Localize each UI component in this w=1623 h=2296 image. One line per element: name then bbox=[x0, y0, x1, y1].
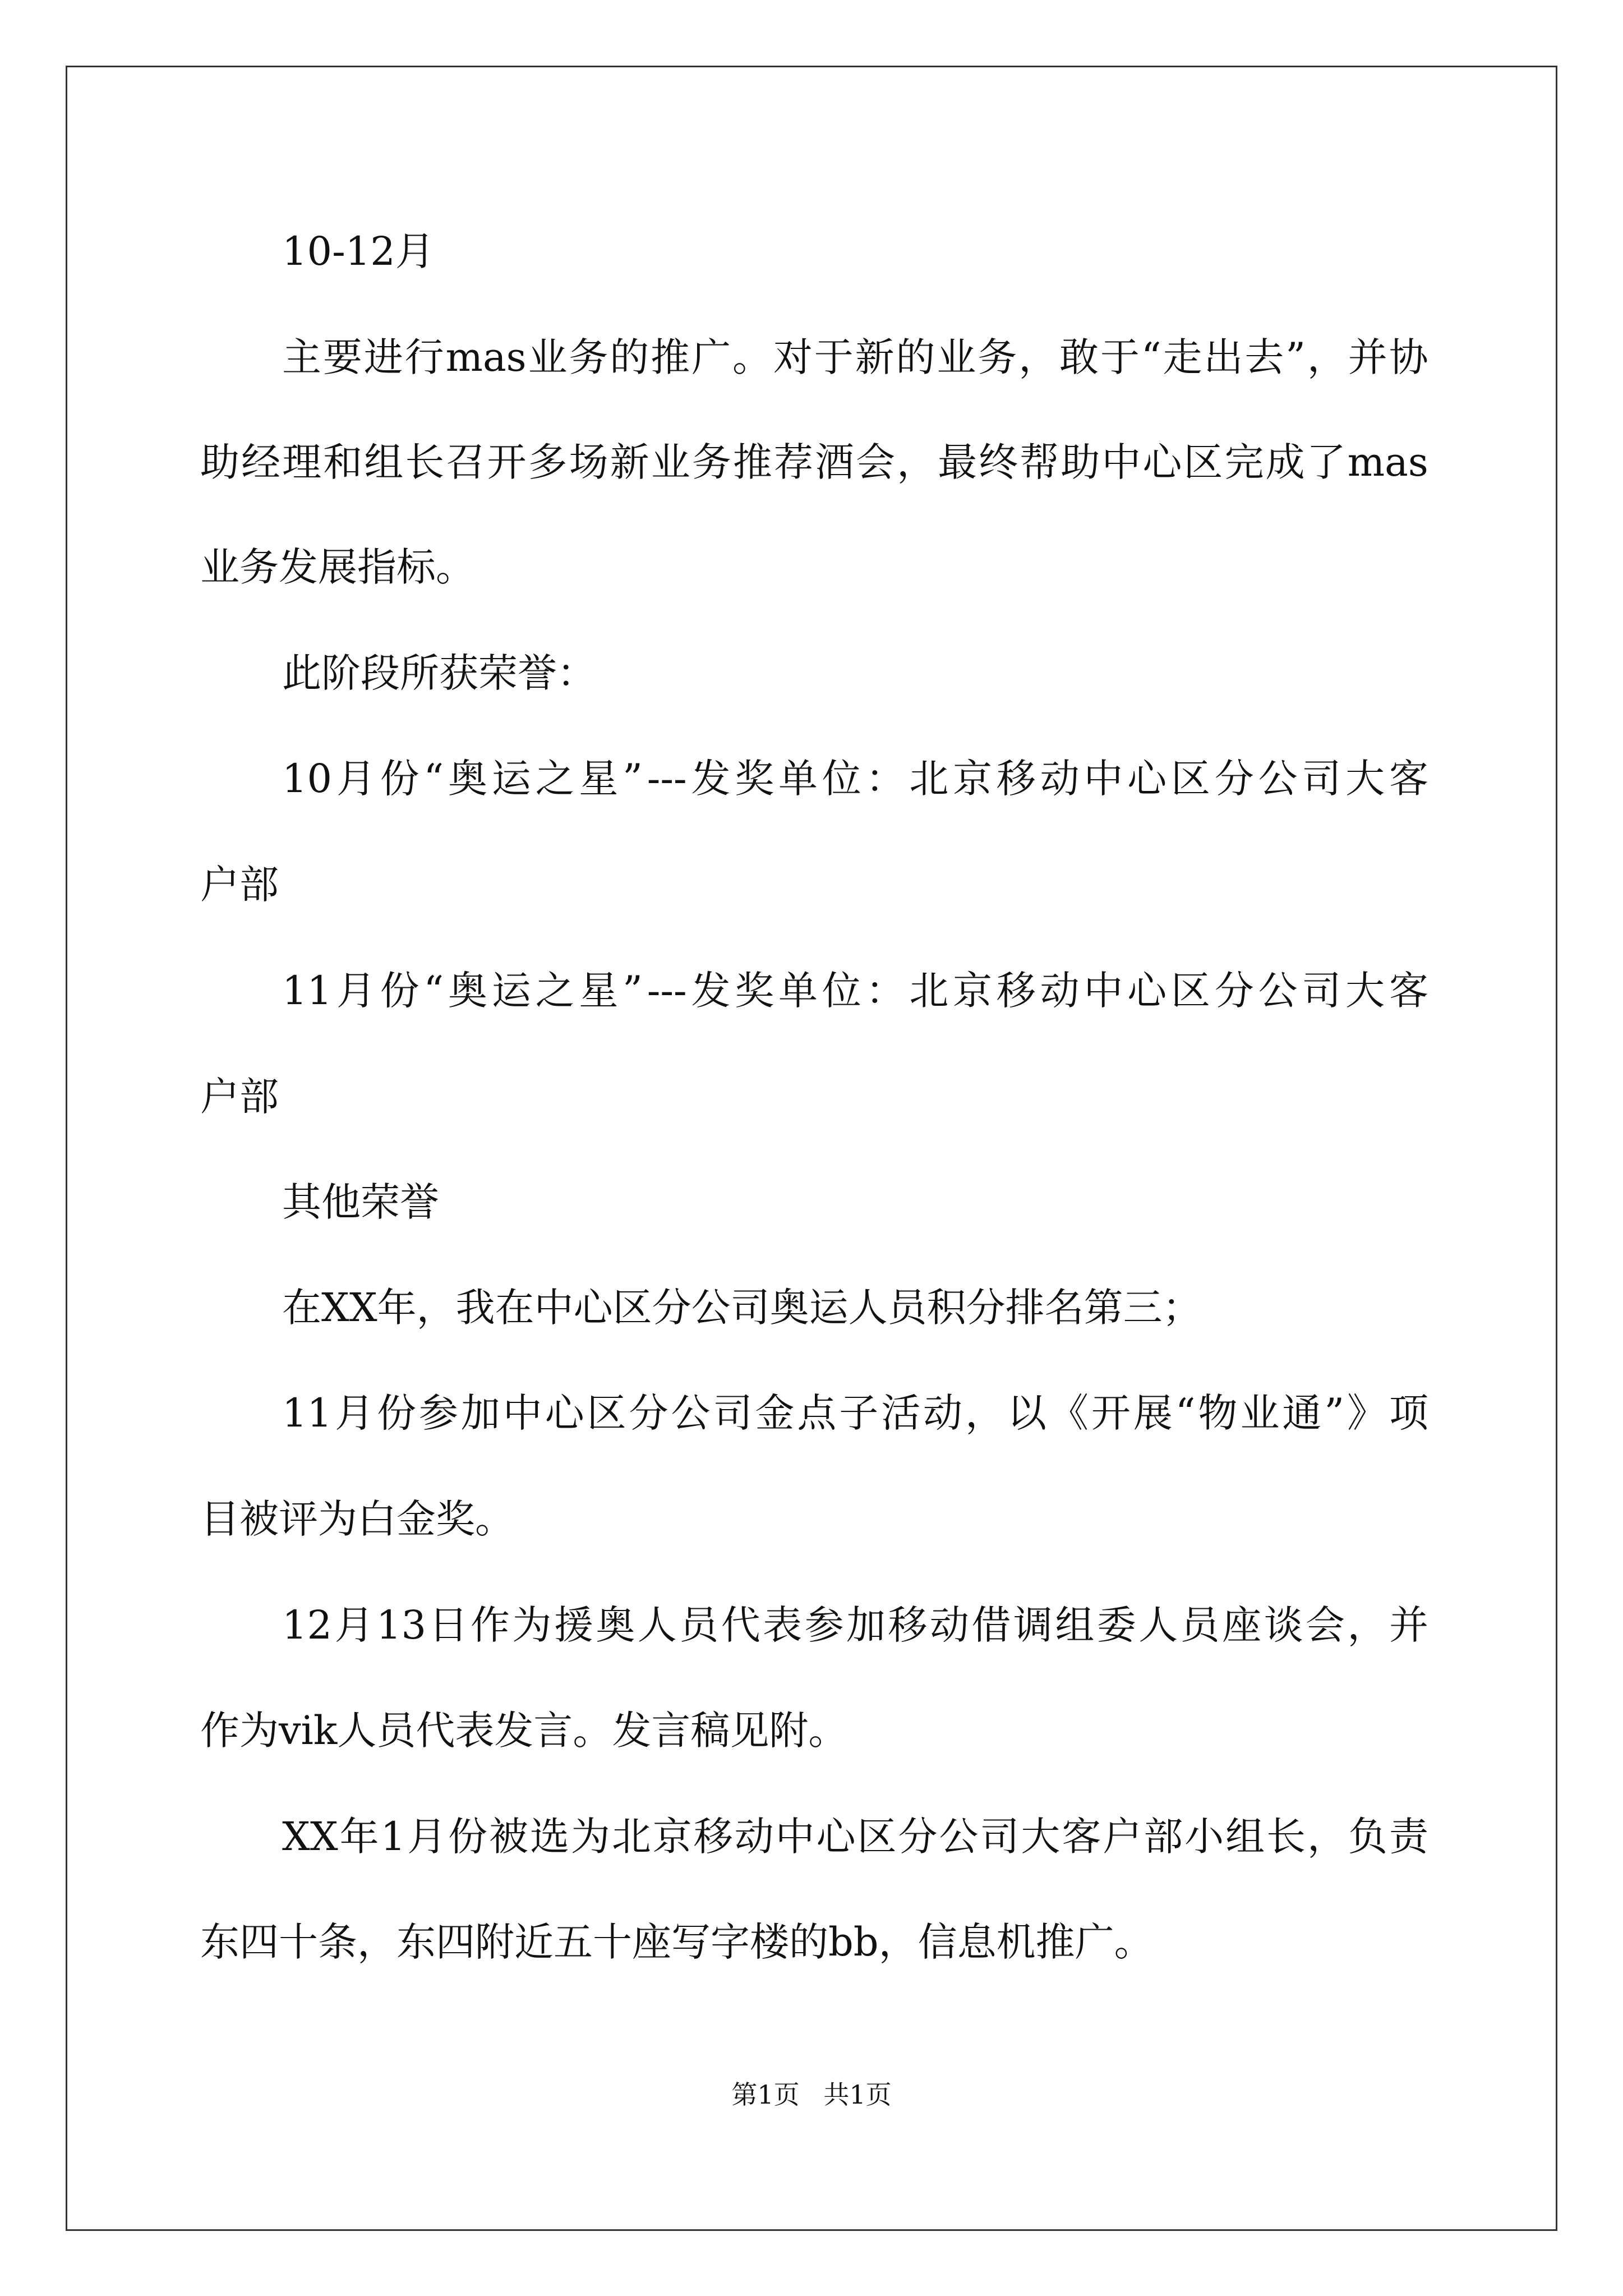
paragraph-line: 东四十条，东四附近五十座写字楼的bb，信息机推广。 bbox=[200, 1919, 1154, 1965]
page-footer bbox=[0, 2078, 1623, 2111]
paragraph-line: 10 月 份 “ 奥 运 之 星 ” --- 发 奖 单 位 ： 北 京 移 动 中 心 区 分 公 司 大 客 bbox=[282, 756, 1428, 802]
paragraph-line: 12 月 13 日 作 为 援 奥 人 员 代 表 参 加 移 动 借 调 组 委 人 员 座 谈 会 ， 并 bbox=[282, 1602, 1428, 1648]
paragraph-line: 在XX年，我在中心区分公司奥运人员积分排名第三； bbox=[282, 1285, 1202, 1331]
paragraph-heading-months: 10-12月 bbox=[282, 228, 435, 274]
paragraph-line: 目被评为白金奖。 bbox=[200, 1496, 514, 1542]
page-number: 第1页 bbox=[731, 2079, 800, 2110]
paragraph-line: 其他荣誉 bbox=[282, 1179, 439, 1225]
paragraph-line: XX 年 1 月 份 被 选 为 北 京 移 动 中 心 区 分 公 司 大 客 户 部 小 组 长 ， 负 责 bbox=[282, 1814, 1428, 1860]
page-border bbox=[66, 66, 1557, 2231]
paragraph-line: 助 经 理 和 组 长 召 开 多 场 新 业 务 推 荐 酒 会 ， 最 终 帮 助 中 心 区 完 成 了 mas bbox=[200, 439, 1428, 485]
paragraph-line: 户部 bbox=[200, 862, 279, 908]
paragraph-line: 户部 bbox=[200, 1074, 279, 1120]
paragraph-line: 11 月 份 “ 奥 运 之 星 ” --- 发 奖 单 位 ： 北 京 移 动 中 心 区 分 公 司 大 客 bbox=[282, 968, 1428, 1014]
paragraph-line: 作为vik人员代表发言。发言稿见附。 bbox=[200, 1708, 848, 1754]
paragraph-line: 此阶段所获荣誉： bbox=[282, 650, 596, 696]
page-total: 共1页 bbox=[823, 2079, 892, 2110]
paragraph-line: 业务发展指标。 bbox=[200, 544, 475, 590]
paragraph-line: 11 月 份 参 加 中 心 区 分 公 司 金 点 子 活 动 ， 以 《 开 展 “ 物 业 通 ” 》 项 bbox=[282, 1390, 1428, 1436]
paragraph-line: 主 要 进 行 mas 业 务 的 推 广 。 对 于 新 的 业 务 ， 敢 于 “ 走 出 去 ” ， 并 协 bbox=[282, 334, 1428, 380]
